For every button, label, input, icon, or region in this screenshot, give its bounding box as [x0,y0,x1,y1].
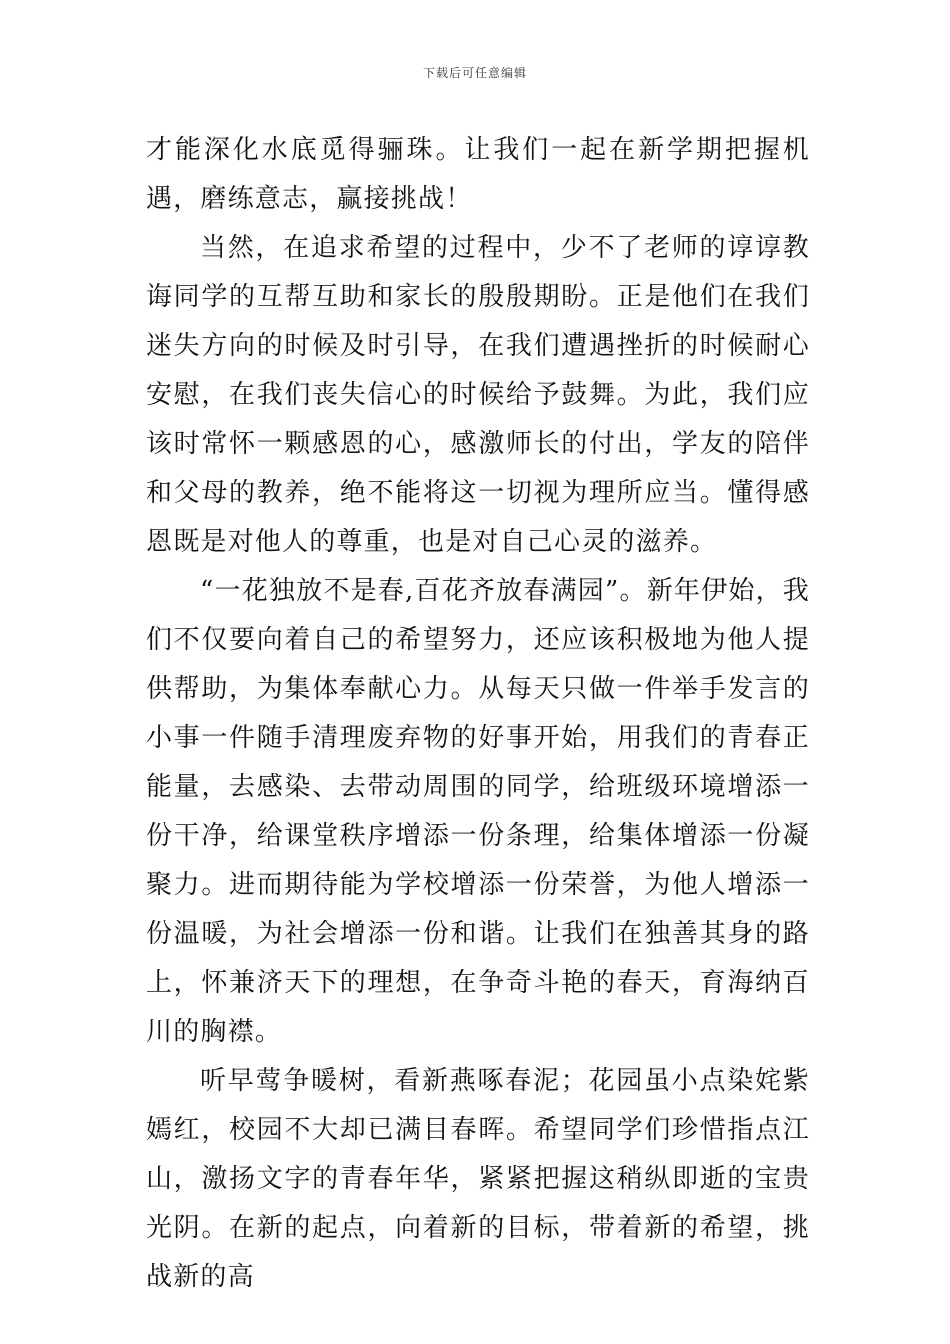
paragraph-gratitude: 当然，在追求希望的过程中，少不了老师的谆谆教诲同学的互帮互助和家长的殷殷期盼。正是他们在我们迷失方向的时候及时引导，在我们遭遇挫折的时候耐心安慰，在我们丧失信心的时候给予鼓舞。为此，我们应该时常怀一颗感恩的心，感激师长的付出，学友的陪伴和父母的教养，绝不能将这一切视为理所应当。懂得感恩既是对他人的尊重，也是对自己心灵的滋养。 [146,233,810,557]
page-header-note: 下载后可任意编辑 [422,66,527,80]
paragraph-spring: 听早莺争暖树，看新燕啄春泥；花园虽小点染姹紫嫣红，校园不大却已满目春晖。希望同学们珍惜指点江山，激扬文字的青春年华，紧紧把握这稍纵即逝的宝贵光阴。在新的起点，向着新的目标，带着新的希望，挑战新的高 [146,1066,810,1292]
document-body [146,126,810,1302]
paragraph-continued: 才能深化水底觅得骊珠。让我们一起在新学期把握机遇，磨练意志，赢接挑战！ [146,135,810,214]
paragraph-collective: “一花独放不是春,百花齐放春满园”。新年伊始，我们不仅要向着自己的希望努力，还应该积极地为他人提供帮助，为集体奉献心力。从每天只做一件举手发言的小事一件随手清理废弃物的好事开始，用我们的青春正能量，去感染、去带动周围的同学，给班级环境增添一份干净，给课堂秩序增添一份条理，给集体增添一份凝聚力。进而期待能为学校增添一份荣誉，为他人增添一份温暖，为社会增添一份和谐。让我们在独善其身的路上，怀兼济天下的理想，在争奇斗艳的春天，育海纳百川的胸襟。 [146,576,810,1047]
